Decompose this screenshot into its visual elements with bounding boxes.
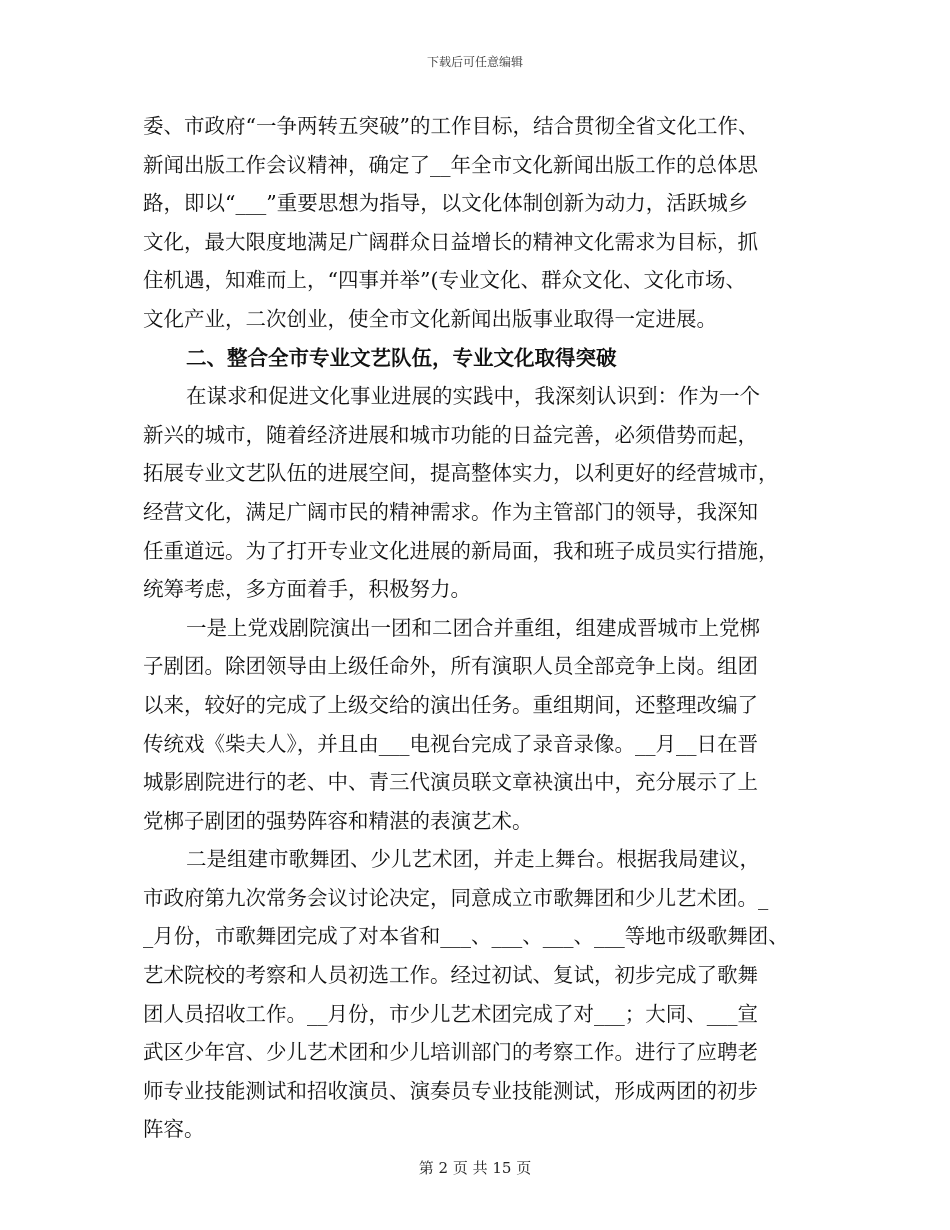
body-line: 文化，最大限度地满足广阔群众日益增长的精神文化需求为目标，抓 [143, 229, 758, 254]
page-header: 下载后可任意编辑 [426, 55, 523, 69]
body-line: 在谋求和促进文化事业进展的实践中，我深刻认识到：作为一个 [186, 384, 760, 409]
body-line: 团人员招收工作。__月份，市少儿艺术团完成了对___；大同、___宣 [143, 1001, 758, 1026]
body-line: 新兴的城市，随着经济进展和城市功能的日益完善，必须借势而起， [143, 422, 758, 447]
body-line: 任重道远。为了打开专业文化进展的新局面，我和班子成员实行措施， [143, 538, 779, 563]
body-line: 艺术院校的考察和人员初选工作。经过初试、复试，初步完成了歌舞 [143, 963, 758, 988]
body-line: 委、市政府“一争两转五突破”的工作目标，结合贯彻全省文化工作、 [143, 114, 759, 138]
body-line: 一是上党戏剧院演出一团和二团合并重组，组建成晋城市上党梆 [186, 615, 760, 640]
body-line: _月份，市歌舞团完成了对本省和___、___、___、___等地市级歌舞团、 [143, 924, 789, 949]
body-line: 师专业技能测试和招收演员、演奏员专业技能测试，形成两团的初步 [143, 1078, 758, 1103]
body-line: 拓展专业文艺队伍的进展空间，提高整体实力，以利更好的经营城市， [143, 461, 779, 486]
body-line: 传统戏《柴夫人》，并且由___电视台完成了录音录像。__月__日在晋 [143, 731, 758, 756]
body-line: 文化产业，二次创业，使全市文化新闻出版事业取得一定进展。 [143, 306, 717, 331]
body-line: 住机遇，知难而上，“四事并举”(专业文化、群众文化、文化市场、 [143, 268, 746, 293]
body-line: 以来，较好的完成了上级交给的演出任务。重组期间，还整理改编了 [143, 692, 758, 717]
body-line: 阵容。 [143, 1117, 205, 1142]
body-line: 武区少年宫、少儿艺术团和少儿培训部门的考察工作。进行了应聘老 [143, 1040, 758, 1065]
body-line: 二是组建市歌舞团、少儿艺术团，并走上舞台。根据我局建议， [186, 847, 760, 872]
body-line: 党梆子剧团的强势阵容和精湛的表演艺术。 [143, 808, 533, 833]
page-number: 第 2 页 共 15 页 [418, 1159, 532, 1177]
body-line: 路，即以“___”重要思想为指导，以文化体制创新为动力，活跃城乡 [143, 191, 749, 216]
body-line: 统筹考虑，多方面着手，积极努力。 [143, 577, 471, 602]
body-line: 城影剧院进行的老、中、青三代演员联文章袂演出中，充分展示了上 [143, 770, 758, 795]
document-body [143, 107, 823, 1149]
body-line: 经营文化，满足广阔市民的精神需求。作为主管部门的领导，我深知 [143, 499, 758, 524]
section-heading: 二、整合全市专业文艺队伍，专业文化取得突破 [186, 345, 617, 370]
body-line: 市政府第九次常务会议讨论决定，同意成立市歌舞团和少儿艺术团。_ [143, 885, 769, 910]
body-line: 子剧团。除团领导由上级任命外，所有演职人员全部竞争上岗。组团 [143, 654, 758, 679]
body-line: 新闻出版工作会议精神，确定了__年全市文化新闻出版工作的总体思 [143, 152, 758, 177]
